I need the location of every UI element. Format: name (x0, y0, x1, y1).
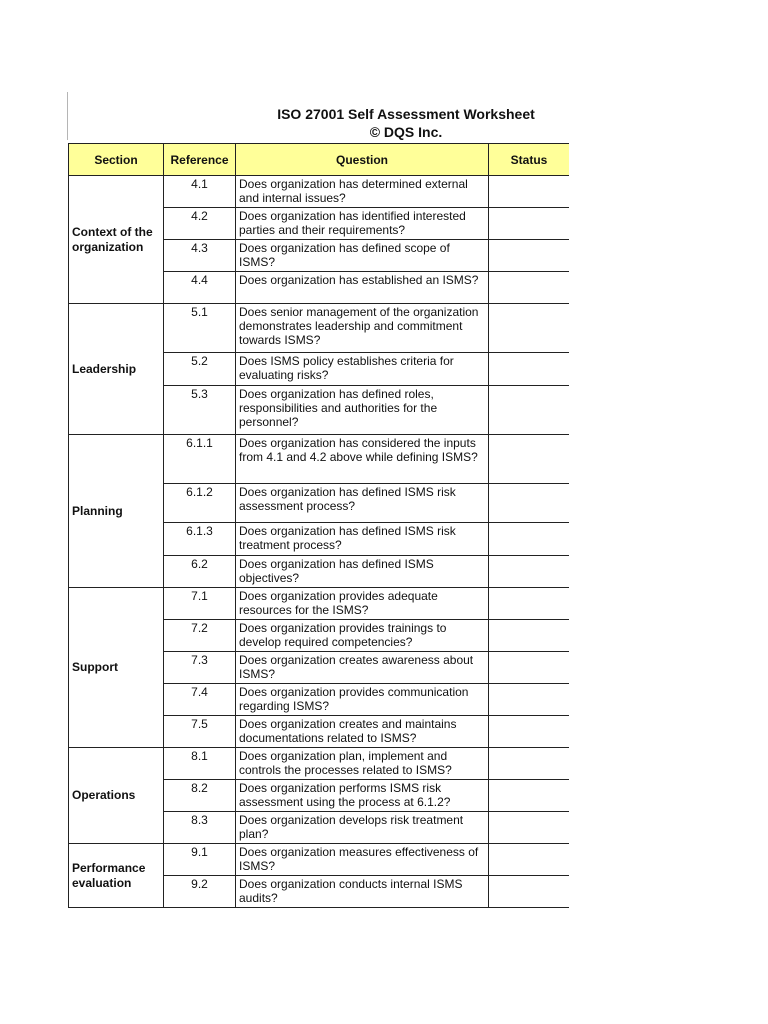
reference-cell: 8.2 (164, 780, 236, 812)
question-cell: Does ISMS policy establishes criteria for evaluating risks? (236, 353, 489, 386)
question-cell: Does organization creates awareness about ISMS? (236, 652, 489, 684)
status-cell[interactable] (489, 876, 570, 908)
reference-cell: 7.2 (164, 620, 236, 652)
question-cell: Does organization provides communication regarding ISMS? (236, 684, 489, 716)
status-cell[interactable] (489, 208, 570, 240)
question-cell: Does organization has identified interested parties and their requirements? (236, 208, 489, 240)
question-cell: Does senior management of the organization demonstrates leadership and commitment towards ISMS? (236, 304, 489, 353)
reference-cell: 9.1 (164, 844, 236, 876)
status-cell[interactable] (489, 588, 570, 620)
question-cell: Does organization creates and maintains documentations related to ISMS? (236, 716, 489, 748)
question-cell: Does organization has defined roles, responsibilities and authorities for the personnel? (236, 386, 489, 435)
question-cell: Does organization plan, implement and controls the processes related to ISMS? (236, 748, 489, 780)
reference-cell: 7.5 (164, 716, 236, 748)
question-cell: Does organization performs ISMS risk assessment using the process at 6.1.2? (236, 780, 489, 812)
status-header: Status (489, 144, 570, 176)
question-row (69, 748, 570, 780)
status-cell[interactable] (489, 353, 570, 386)
section-name-cell: Context of the organization (69, 176, 164, 304)
status-cell[interactable] (489, 556, 570, 588)
reference-cell: 4.1 (164, 176, 236, 208)
reference-cell: 8.3 (164, 812, 236, 844)
question-cell: Does organization provides trainings to develop required competencies? (236, 620, 489, 652)
question-cell: Does organization has established an ISMS? (236, 272, 489, 304)
worksheet-copyright: © DQS Inc. (369, 124, 443, 140)
status-cell[interactable] (489, 716, 570, 748)
status-cell[interactable] (489, 523, 570, 556)
question-cell: Does organization has defined ISMS risk assessment process? (236, 484, 489, 523)
sheet-gridline (67, 92, 68, 140)
question-cell: Does organization has defined scope of ISMS? (236, 240, 489, 272)
status-cell[interactable] (489, 652, 570, 684)
question-header: Question (236, 144, 489, 176)
question-row (69, 844, 570, 876)
reference-cell: 4.4 (164, 272, 236, 304)
question-row (69, 176, 570, 208)
reference-cell: 6.1.1 (164, 435, 236, 484)
reference-cell: 5.2 (164, 353, 236, 386)
question-row (69, 588, 570, 620)
reference-cell: 7.4 (164, 684, 236, 716)
question-cell: Does organization has defined ISMS risk treatment process? (236, 523, 489, 556)
reference-cell: 4.2 (164, 208, 236, 240)
reference-cell: 9.2 (164, 876, 236, 908)
assessment-sheet (68, 143, 569, 916)
status-cell[interactable] (489, 272, 570, 304)
status-cell[interactable] (489, 304, 570, 353)
section-name-cell: Operations (69, 748, 164, 844)
status-cell[interactable] (489, 748, 570, 780)
status-cell[interactable] (489, 176, 570, 208)
reference-header: Reference (164, 144, 236, 176)
assessment-body (69, 176, 570, 908)
reference-cell: 4.3 (164, 240, 236, 272)
status-cell[interactable] (489, 240, 570, 272)
status-cell[interactable] (489, 812, 570, 844)
reference-cell: 6.1.2 (164, 484, 236, 523)
reference-cell: 6.2 (164, 556, 236, 588)
reference-cell: 5.3 (164, 386, 236, 435)
question-cell: Does organization conducts internal ISMS audits? (236, 876, 489, 908)
section-name-cell: Performance evaluation (69, 844, 164, 908)
status-cell[interactable] (489, 484, 570, 523)
header-row (69, 144, 570, 176)
question-row (69, 435, 570, 484)
status-cell[interactable] (489, 684, 570, 716)
status-cell[interactable] (489, 435, 570, 484)
reference-cell: 6.1.3 (164, 523, 236, 556)
section-name-cell: Leadership (69, 304, 164, 435)
question-cell: Does organization has defined ISMS objectives? (236, 556, 489, 588)
reference-cell: 8.1 (164, 748, 236, 780)
reference-cell: 5.1 (164, 304, 236, 353)
question-cell: Does organization has determined external and internal issues? (236, 176, 489, 208)
reference-cell: 7.1 (164, 588, 236, 620)
question-cell: Does organization has considered the inputs from 4.1 and 4.2 above while defining ISMS? (236, 435, 489, 484)
question-cell: Does organization measures effectiveness of ISMS? (236, 844, 489, 876)
status-cell[interactable] (489, 386, 570, 435)
status-cell[interactable] (489, 620, 570, 652)
section-name-cell: Support (69, 588, 164, 748)
question-row (69, 304, 570, 353)
question-cell: Does organization develops risk treatment plan? (236, 812, 489, 844)
assessment-table (68, 143, 569, 908)
question-cell: Does organization provides adequate resources for the ISMS? (236, 588, 489, 620)
status-cell[interactable] (489, 780, 570, 812)
worksheet-title: ISO 27001 Self Assessment Worksheet (277, 106, 535, 122)
reference-cell: 7.3 (164, 652, 236, 684)
section-name-cell: Planning (69, 435, 164, 588)
status-cell[interactable] (489, 844, 570, 876)
section-header: Section (69, 144, 164, 176)
